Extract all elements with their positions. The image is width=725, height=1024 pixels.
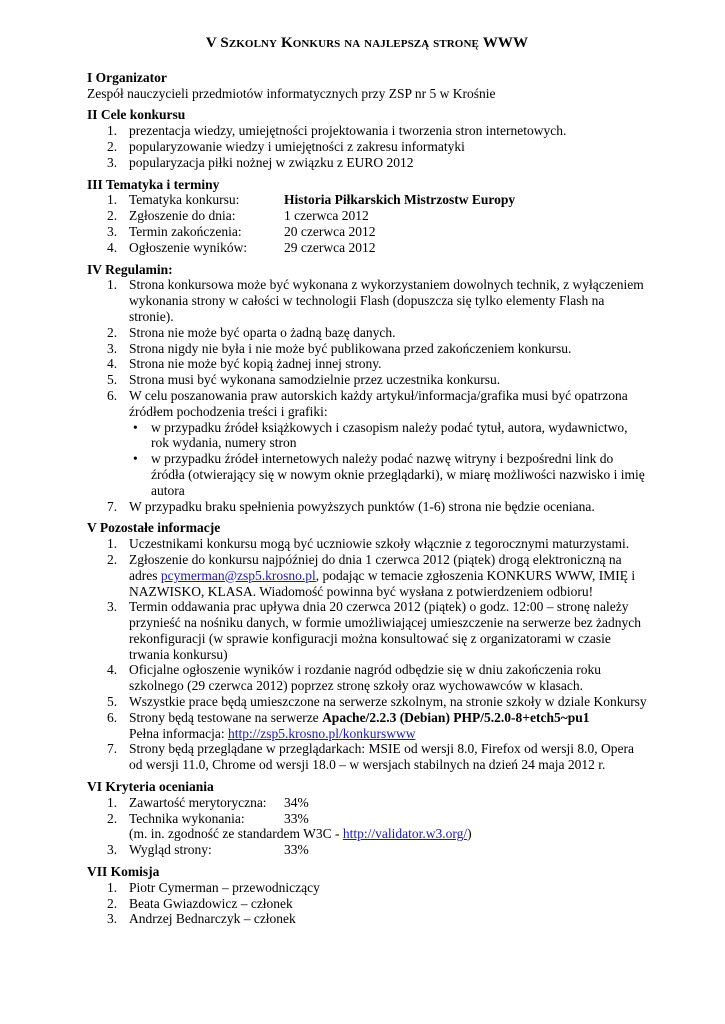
item-number: 7. (107, 741, 118, 757)
list-item (87, 325, 647, 341)
section-topics-dates (87, 177, 647, 256)
list-item (87, 356, 647, 372)
section-heading: I Organizator (87, 69, 167, 85)
list-item (87, 662, 647, 694)
title-part: WWW (482, 35, 529, 51)
item-text: Termin oddawania prac upływa dnia 20 czerwca 2012 (piątek) o godz. 12:00 – stronę należy przynieść na nośniku danych, w formie umożliwiającej umieszczenie na serwerze bez żadnych rekonfiguracji (w sprawie konfiguracji można konsultować się z organizatorami w czasie trwania konkursu) (129, 599, 642, 662)
item-key: Technika wykonania: (129, 810, 245, 826)
section-text: Zespół nauczycieli przedmiotów informatycznych przy ZSP nr 5 w Krośnie (87, 85, 496, 101)
item-text: Strona konkursowa może być wykonana z wykorzystaniem dowolnych technik, z wyłączeniem wykonania strony w całości w technologii Flash (dopuszcza się tylko elementy Flash na stronie). (129, 277, 644, 324)
item-number: 4. (107, 662, 118, 678)
item-key: Tematyka konkursu: (129, 192, 240, 208)
item-text: W przypadku braku spełnienia powyższych punktów (1-6) strona nie będzie oceniana. (129, 498, 595, 514)
item-text: popularyzowanie wiedzy i umiejętności z zakresu informatyki (129, 138, 465, 154)
item-text: Strona musi być wykonana samodzielnie przez uczestnika konkursu. (129, 372, 501, 388)
section-organizer (87, 70, 647, 102)
item-text: Pełna informacja: (129, 725, 228, 741)
bullet-icon: • (133, 451, 138, 467)
section-heading: III Tematyka i terminy (87, 176, 220, 192)
server-version: Apache/2.2.3 (Debian) PHP/5.2.0-8+etch5~pu1 (322, 709, 590, 725)
item-key: Termin zakończenia: (129, 223, 242, 239)
list-item (87, 880, 647, 896)
item-number: 2. (107, 138, 118, 154)
item-number: 3. (107, 340, 118, 356)
list-item (87, 599, 647, 662)
validator-link[interactable]: http://validator.w3.org/ (342, 826, 468, 842)
item-text: Zgłoszenie do konkursu najpóźniej do dnia 1 czerwca 2012 (piątek) drogą elektroniczną na adres (129, 551, 622, 583)
item-key: Zgłoszenie do dnia: (129, 208, 236, 224)
list-item (87, 911, 647, 927)
list-item (87, 741, 647, 773)
section-heading: V Pozostałe informacje (87, 520, 221, 536)
item-text: W celu poszanowania praw autorskich każdy artykuł/informacja/grafika musi być opatrzona źródłem pochodzenia treści i grafiki: (129, 387, 628, 419)
title-part: zkolny (228, 35, 281, 51)
item-number: 2. (107, 551, 118, 567)
list-item (87, 240, 647, 256)
item-number: 2. (107, 208, 118, 224)
item-text: popularyzacja piłki nożnej w związku z EURO 2012 (129, 154, 414, 170)
bullet-text: w przypadku źródeł książkowych i czasopism należy podać tytuł, autora, wydawnictwo, rok wydania, numery stron (151, 419, 628, 451)
section-rules (87, 262, 647, 515)
item-number: 1. (107, 123, 118, 139)
item-number: 3. (107, 599, 118, 615)
item-number: 2. (107, 895, 118, 911)
item-number: 1. (107, 536, 118, 552)
list-item (87, 536, 647, 552)
item-number: 1. (107, 192, 118, 208)
item-text: Uczestnikami konkursu mogą być uczniowie szkoły włącznie z tegorocznymi maturzystami. (129, 536, 630, 552)
item-text: Strona nigdy nie była i nie może być publikowana przed zakończeniem konkursu. (129, 340, 572, 356)
item-number: 6. (107, 709, 118, 725)
item-number: 5. (107, 372, 118, 388)
list-item (87, 192, 647, 208)
item-value: 1 czerwca 2012 (284, 208, 369, 224)
title-part: K (280, 35, 293, 51)
contest-page-link[interactable]: http://zsp5.krosno.pl/konkurswww (227, 725, 416, 741)
list-item (87, 224, 647, 240)
list-item (87, 208, 647, 224)
title-part: S (220, 35, 229, 51)
item-number: 3. (107, 911, 118, 927)
item-number: 5. (107, 694, 118, 710)
item-number: 6. (107, 387, 118, 403)
section-committee (87, 864, 647, 927)
item-note: ) (467, 826, 472, 842)
title-part: onkurs na najlepszą stronę (292, 35, 483, 51)
item-number: 1. (107, 277, 118, 293)
bullet-item (129, 451, 647, 498)
item-key: Wygląd strony: (129, 842, 212, 858)
section-criteria (87, 779, 647, 858)
list-item (87, 811, 647, 843)
item-number: 3. (107, 154, 118, 170)
item-text: Strona nie może być oparta o żadną bazę danych. (129, 324, 396, 340)
item-value: 34% (284, 794, 309, 810)
item-number: 4. (107, 239, 118, 255)
item-key: Zawartość merytoryczna: (129, 794, 267, 810)
list-item (87, 552, 647, 599)
list-item (87, 372, 647, 388)
list-item (87, 896, 647, 912)
item-number: 2. (107, 810, 118, 826)
item-text: Andrzej Bednarczyk – członek (129, 911, 296, 927)
bullet-icon: • (133, 419, 138, 435)
item-text: prezentacja wiedzy, umiejętności projektowania i tworzenia stron internetowych. (129, 123, 567, 139)
section-heading: II Cele konkursu (87, 107, 186, 123)
bullet-item (129, 420, 647, 452)
list-item (87, 139, 647, 155)
item-value: 33% (284, 810, 309, 826)
list-item (87, 710, 647, 742)
section-heading: VII Komisja (87, 864, 160, 880)
section-heading: VI Kryteria oceniania (87, 779, 214, 795)
item-key: Ogłoszenie wyników: (129, 239, 248, 255)
item-number: 1. (107, 879, 118, 895)
section-heading: IV Regulamin: (87, 261, 173, 277)
item-text: Oficjalne ogłoszenie wyników i rozdanie nagród odbędzie się w dniu zakończenia roku szkolnego (29 czerwca 2012) poprzez stronę szkoły oraz wychowawców w klasach. (129, 662, 601, 694)
list-item (87, 155, 647, 171)
item-value: 29 czerwca 2012 (284, 239, 376, 255)
item-text: Wszystkie prace będą umieszczone na serwerze szkolnym, na stronie szkoły w dziale Konkursy (129, 694, 647, 710)
item-note: (m. in. zgodność ze standardem W3C - (129, 826, 343, 842)
list-item (87, 499, 647, 515)
item-number: 2. (107, 324, 118, 340)
list-item (87, 795, 647, 811)
item-text: Strony będą testowane na serwerze (129, 709, 323, 725)
item-number: 1. (107, 794, 118, 810)
title-part: V (205, 35, 221, 51)
list-item (87, 341, 647, 357)
item-text: Beata Gwiazdowicz – członek (129, 895, 293, 911)
item-value: 33% (284, 842, 309, 858)
item-number: 3. (107, 842, 118, 858)
item-text: Strona nie może być kopią żadnej innej strony. (129, 356, 382, 372)
document-page (87, 36, 647, 933)
item-number: 7. (107, 498, 118, 514)
item-value: 20 czerwca 2012 (284, 223, 376, 239)
list-item (87, 694, 647, 710)
list-item (87, 388, 647, 499)
section-goals (87, 107, 647, 170)
list-item (87, 277, 647, 324)
item-text: Strony będą przeglądane w przeglądarkach: MSIE od wersji 8.0, Firefox od wersji 8.0, Opera od wersji 11.0, Chrome od wersji 18.0 – w wersjach stabilnych na dzień 24 maja 2012 r. (129, 741, 634, 773)
item-text: Piotr Cymerman – przewodniczący (129, 879, 320, 895)
section-other-info (87, 520, 647, 773)
list-item (87, 123, 647, 139)
list-item (87, 842, 647, 858)
item-value: Historia Piłkarskich Mistrzostw Europy (284, 192, 516, 208)
email-link[interactable]: pcymerman@zsp5.krosno.pl (160, 567, 316, 583)
bullet-text: w przypadku źródeł internetowych należy podać nazwę witryny i bezpośredni link do źródła (otwierający się w nowym oknie przeglądarki), w miarę możliwości nazwisko i imię autora (151, 451, 645, 498)
item-text: , podając w temacie zgłoszenia KONKURS WWW, IMIĘ i NAZWISKO, KLASA. Wiadomość powinna być wysłana z potwierdzeniem odbioru! (129, 567, 636, 599)
item-number: 4. (107, 356, 118, 372)
document-title (87, 36, 647, 52)
item-number: 3. (107, 223, 118, 239)
